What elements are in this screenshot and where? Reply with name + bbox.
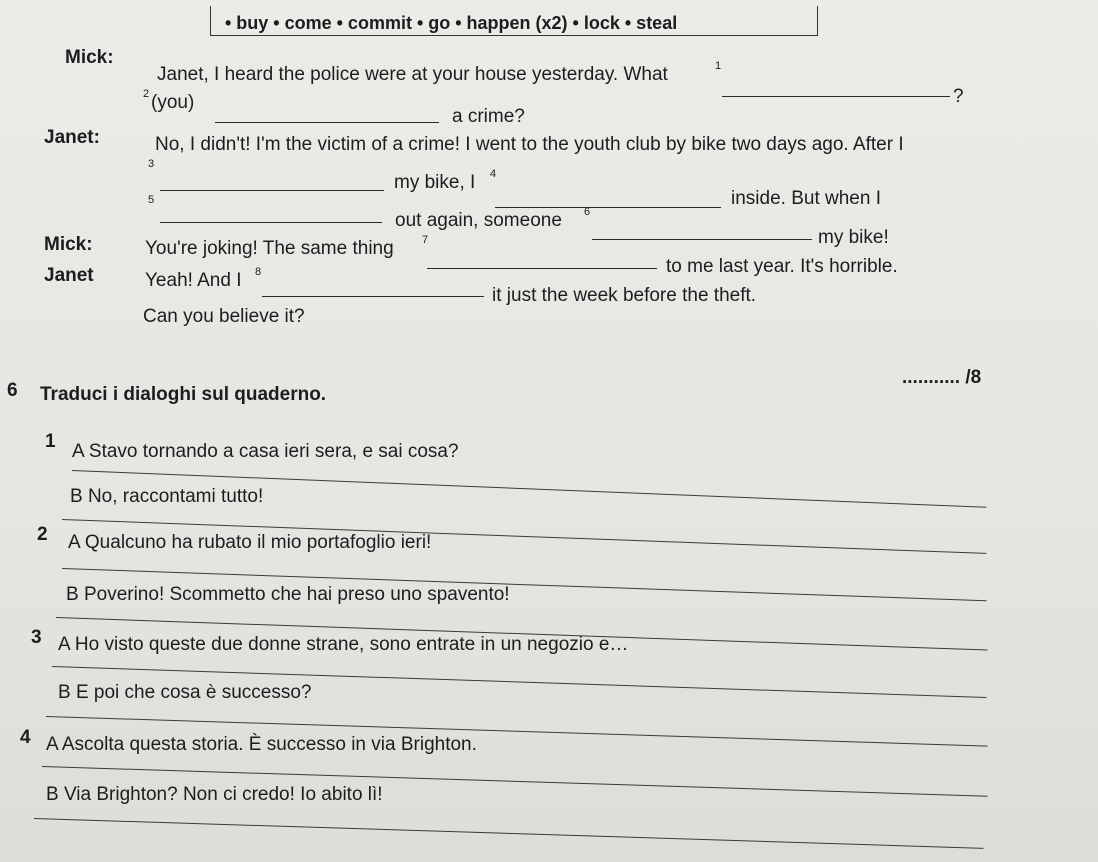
mick-line-3: You're joking! The same thing: [145, 238, 394, 259]
answer-blank-6[interactable]: [592, 239, 812, 240]
janet-my-bike-2: my bike!: [818, 227, 889, 248]
word-box-text: • buy • come • commit • go • happen (x2) • lock • steal: [225, 13, 678, 33]
mick-line-1: Janet, I heard the police were at your house yesterday. What: [157, 64, 668, 85]
speaker-mick-2: Mick:: [44, 234, 93, 255]
item-number-1: 1: [45, 431, 56, 452]
answer-blank-8[interactable]: [262, 296, 484, 297]
item-1-line-b: B No, raccontami tutto!: [70, 486, 264, 507]
question-mark: ?: [953, 86, 964, 107]
speaker-janet: Janet:: [44, 127, 100, 148]
item-2-line-a: A Qualcuno ha rubato il mio portafoglio ieri!: [68, 532, 432, 553]
you-hint: (you): [151, 92, 195, 113]
speaker-janet-2: Janet: [44, 265, 94, 286]
item-number-3: 3: [31, 627, 42, 648]
janet-line-3-end: it just the week before the theft.: [492, 285, 757, 306]
item-number-4: 4: [20, 727, 31, 748]
janet-line-4: Can you believe it?: [143, 306, 305, 327]
item-1-line-a: A Stavo tornando a casa ieri sera, e sai cosa?: [72, 441, 459, 462]
answer-blank-2[interactable]: [215, 122, 439, 123]
writing-line-8[interactable]: [34, 818, 984, 849]
janet-out-again: out again, someone: [395, 210, 562, 231]
word-box: [210, 6, 818, 36]
speaker-mick: Mick:: [65, 47, 114, 68]
score-total: ........... /8: [902, 367, 982, 388]
mick-line-2: a crime?: [452, 106, 525, 127]
answer-blank-5[interactable]: [160, 222, 382, 223]
item-3-line-b: B E poi che cosa è successo?: [58, 682, 312, 703]
janet-my-bike: my bike, I: [394, 172, 476, 193]
item-4-line-a: A Ascolta questa storia. È successo in via Brighton.: [46, 734, 477, 755]
answer-blank-4[interactable]: [495, 207, 721, 208]
answer-blank-1[interactable]: [722, 96, 950, 97]
janet-line-3: Yeah! And I: [145, 270, 242, 291]
exercise-title: Traduci i dialoghi sul quaderno.: [40, 384, 327, 405]
janet-line-1: No, I didn't! I'm the victim of a crime! I went to the youth club by bike two days ago. After I: [155, 134, 904, 155]
exercise-number: 6: [7, 380, 18, 401]
item-3-line-a: A Ho visto queste due donne strane, sono entrate in un negozio e…: [58, 634, 629, 655]
item-number-2: 2: [37, 524, 48, 545]
answer-blank-7[interactable]: [427, 268, 657, 269]
item-2-line-b: B Poverino! Scommetto che hai preso uno spavento!: [66, 584, 510, 605]
item-4-line-b: B Via Brighton? Non ci credo! Io abito lì!: [46, 784, 383, 805]
answer-blank-3[interactable]: [160, 190, 384, 191]
mick-line-3-end: to me last year. It's horrible.: [666, 256, 898, 277]
worksheet-page: • buy • come • commit • go • happen (x2) • lock • steal Mick: Janet, I heard the police were at your house yesterday. What 1 ? 2 (you) a crime? Janet: No, I didn't! I'm the victim of a crime! I went to the youth club by bike two days ago. After I 3 my bike, I 4 inside. But when I 5 out again, someone 6 my bike! Mick: You're joking! The same thing 7 to me last year. It's horrible. Janet Yeah! And I 8 it just the week before the theft. Can you believe it? ........... /8 6 Traduci i dialoghi sul quaderno. 1 A Stavo tornando a casa ieri sera, e sai cosa? B No, raccontami tutto! 2 A Qualcuno ha rubato il mio portafoglio ieri! B Poverino! Scommetto che hai preso uno spavento! 3 A Ho visto queste due donne strane, sono entrate in un negozio e… B E poi che cosa è successo? 4 A Ascolta questa storia. È successo in via Brighton. B Via Brighton? Non ci credo! Io abito lì!: [0, 0, 1098, 862]
janet-inside: inside. But when I: [731, 188, 881, 209]
